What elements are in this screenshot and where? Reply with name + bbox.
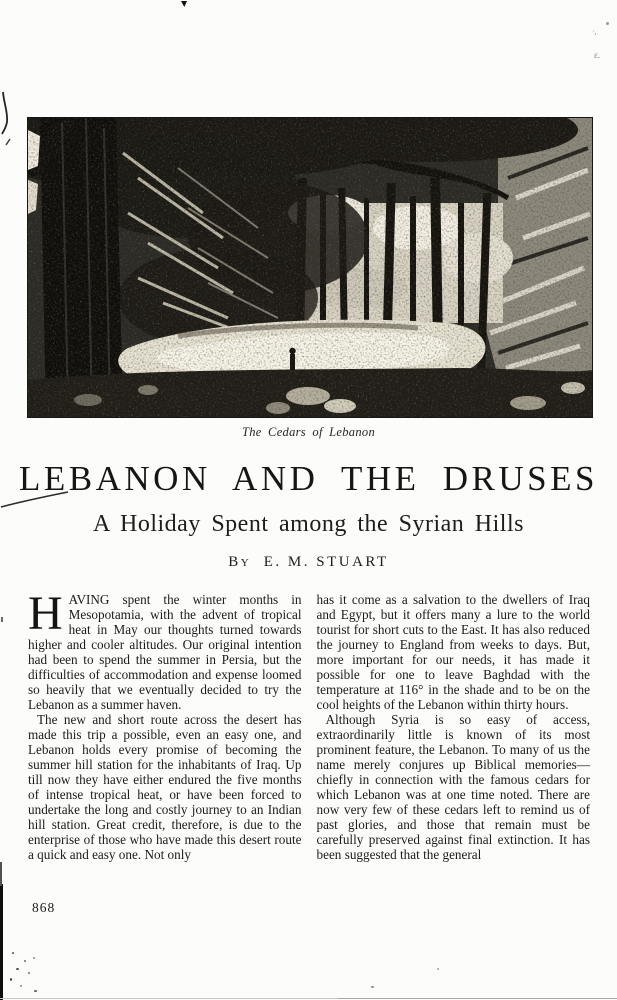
- article-title: LEBANON AND THE DRUSES: [19, 459, 598, 498]
- scan-speck: [34, 990, 37, 992]
- scan-speck: [371, 986, 374, 988]
- scan-edge-shadow: [0, 884, 3, 1000]
- article-byline: [0, 554, 617, 571]
- scan-speck: [16, 968, 19, 970]
- article-body: [28, 587, 590, 862]
- paragraph: HAVING spent the winter months in Mesopotamia, with the advent of tropical heat in May our thoughts turned towards higher and cooler altitudes. Our original intention had been to spend the summer in Persia, but the difficulties of accommodation and expense loomed so heavily that we eventually decided to try the Lebanon as a summer haven.: [28, 587, 302, 712]
- scan-edge-shadow: [0, 862, 2, 886]
- scan-speck: [437, 968, 439, 970]
- scan-speck: [20, 985, 22, 987]
- scan-bottom-edge: [338, 998, 617, 999]
- byline-prefix: By: [228, 554, 252, 570]
- pen-stroke-margin: [0, 90, 16, 152]
- scan-speck: ε.: [594, 50, 601, 60]
- right-column: [317, 592, 591, 862]
- drop-cap: H: [28, 587, 63, 640]
- scan-speck: ·,: [592, 27, 597, 36]
- cedar-forest-photo: [27, 117, 593, 418]
- paragraph: Although Syria is so easy of access, extraordinarily little is known of its most prominent feature, the Lebanon. To many of us the name merely conjures up Biblical memories—chiefly in connection with the famous cedars for which Lebanon was at one time noted. There are now very few of these cedars left to remind us of past glories, and those that remain must be carefully preserved against final extinction. It has been suggested that the general: [316, 712, 590, 862]
- paragraph: The new and short route across the desert has made this trip a possible, even an easy one, and Lebanon holds every promise of becoming the summer hill station for the inhabitants of Iraq. Up till now they have either endured the five months of intense tropical heat, or have been forced to undertake the long and costly journey to an Indian hill station. Great credit, therefore, is due to the enterprise of those who have made this desert route a quick and easy one. Not only: [28, 712, 302, 862]
- scan-speck: [10, 978, 12, 981]
- scan-speck: [1, 617, 3, 622]
- article-subtitle: A Holiday Spent among the Syrian Hills: [93, 511, 524, 537]
- scan-speck: [24, 960, 26, 962]
- byline-name: E. M. STUART: [263, 554, 389, 570]
- paragraph: has it come as a salvation to the dwellers of Iraq and Egypt, but it offers many a lure to the world tourist for short cuts to the East. It has also reduced the journey to England from weeks to days. But, more important for our needs, it has made it possible for one to leave Baghdad with the temperature at 116° in the shade and to be on the cool heights of the Lebanon within thirty hours.: [316, 592, 590, 712]
- page-number: 868: [32, 900, 56, 915]
- scan-speck: [33, 957, 35, 959]
- scan-speck: [28, 972, 30, 974]
- scan-smudge-top: [181, 1, 187, 7]
- photo-caption: The Cedars of Lebanon: [241, 425, 375, 439]
- left-column: [28, 587, 302, 862]
- scan-speck: [12, 952, 14, 954]
- scan-speck: [606, 22, 609, 25]
